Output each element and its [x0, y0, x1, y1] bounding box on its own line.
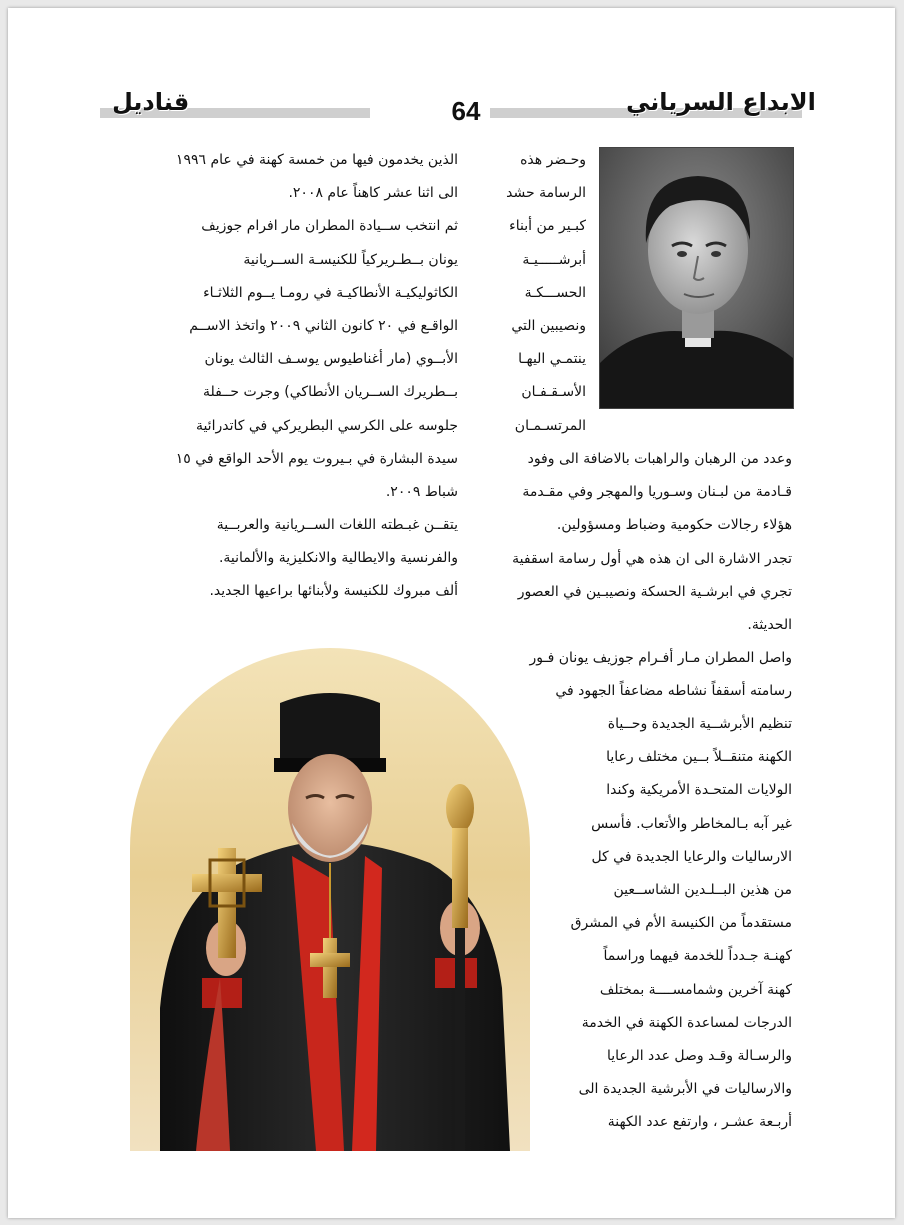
text-line: الدرجات لمساعدة الكهنة في الخدمة [581, 1014, 792, 1031]
text-line: الحديثة. [747, 616, 792, 633]
right-column-top-text [478, 144, 586, 443]
text-line: كهنة آخرين وشمامســــة بمختلف [599, 981, 792, 998]
text-line: والفرنسية والايطالية والانكليزية والألمانية. [218, 550, 458, 567]
text-line: الى اثنا عشر كاهناً عام ٢٠٠٨. [288, 185, 458, 202]
text-line: الذين يخدمون فيها من خمسة كهنة في عام ١٩٩٦ [175, 152, 458, 168]
text-line: الكهنة متنقــلاً بــين مختلف رعايا [606, 749, 792, 766]
text-line: الرسامة حشد [506, 185, 586, 202]
text-line: قـادمة من لبـنان وسـوريا والمهجر وفي مقـدمة [522, 484, 792, 501]
text-line: من هذين البــلـدين الشاســعين [613, 881, 792, 898]
text-line: الأسـقـفـان [521, 384, 586, 401]
text-line: ألف مبروك للكنيسة ولأبنائها براعيها الجديد. [209, 583, 458, 600]
left-column-text [100, 144, 458, 609]
young-priest-photo [599, 147, 794, 409]
text-line: المرتسـمـان [514, 417, 586, 434]
text-line: كهنـة جـدداً للخدمة فيهما وراسماً [603, 948, 792, 965]
patriarch-portrait [130, 648, 530, 1151]
text-line: والارساليات في الأبرشية الجديدة الى [578, 1081, 792, 1098]
text-line: ينتمـي اليهـا [518, 351, 586, 368]
text-line: بــطريرك الســريان الأنطاكي) وجرت حــفلة [202, 384, 458, 401]
text-line: سيدة البشارة في بـيروت يوم الأحد الواقع في ١٥ [175, 450, 458, 467]
right-column-narrow-text [541, 708, 792, 1139]
text-line: ونصيبين التي [511, 317, 586, 334]
text-line: مستقدماً من الكنيسة الأم في المشرق [570, 915, 792, 932]
text-line: هؤلاء رجالات حكومية وضباط ومسؤولين. [556, 517, 792, 534]
young-priest-portrait [600, 148, 793, 408]
magazine-title: الابداع السرياني [626, 88, 816, 116]
section-title: قناديل [112, 88, 190, 116]
text-line: جلوسه على الكرسي البطريركي في كاتدرائية [195, 417, 458, 434]
text-line: كبـير من أبناء [509, 218, 586, 235]
text-line: وحـضر هذه [520, 152, 586, 168]
text-line: يتقــن غبـطته اللغات الســريانية والعربــية [216, 517, 458, 534]
text-line: الواقـع في ٢٠ كانون الثاني ٢٠٠٩ واتخذ الاســم [189, 317, 458, 334]
text-line: الارساليات والرعايا الجديدة في كل [591, 848, 792, 865]
page-number: 64 [451, 96, 481, 126]
text-line: تجدر الاشارة الى ان هذه هي أول رسامة اسقفية [512, 550, 792, 567]
text-line: رسامته أسقفاً نشاطه مضاعفاً الجهود في [555, 683, 792, 700]
text-line: الحســـكـة [524, 284, 586, 301]
text-line: تجري في ابرشـية الحسكة ونصيبـين في العصور [517, 583, 792, 600]
text-line: ثم انتخب ســيادة المطران مار افرام جوزيف [201, 218, 458, 235]
right-column-bottom-text [478, 443, 792, 709]
text-line: أبرشـــــيـة [522, 251, 586, 268]
text-line: أربـعة عشـر ، وارتفع عدد الكهنة [607, 1114, 792, 1131]
text-line: واصل المطران مـار أفـرام جوزيف يونان فـور [529, 650, 792, 667]
text-line: غير آبه بـالمخاطر والأتعاب. فأسس [591, 815, 792, 832]
text-line: الأبــوي (مار أغناطيوس يوسـف الثالث يونان [204, 351, 458, 368]
text-line: تنظيم الأبرشــية الجديدة وحــياة [607, 716, 792, 732]
text-line: الولايات المتحـدة الأمريكية وكندا [606, 782, 792, 799]
patriarch-photo [130, 648, 530, 1151]
text-line: شباط ٢٠٠٩. [385, 483, 458, 500]
text-line: وعدد من الرهبان والراهبات بالاضافة الى وفود [527, 451, 792, 467]
text-line: الكاثوليكيـة الأنطاكيـة في رومـا يــوم الثلاثـاء [203, 284, 458, 301]
text-line: والرسـالة وقـد وصل عدد الرعايا [606, 1047, 792, 1064]
text-line: يونان بــطـريركياً للكنيسـة الســريانية [243, 251, 458, 268]
magazine-page [8, 8, 895, 1218]
